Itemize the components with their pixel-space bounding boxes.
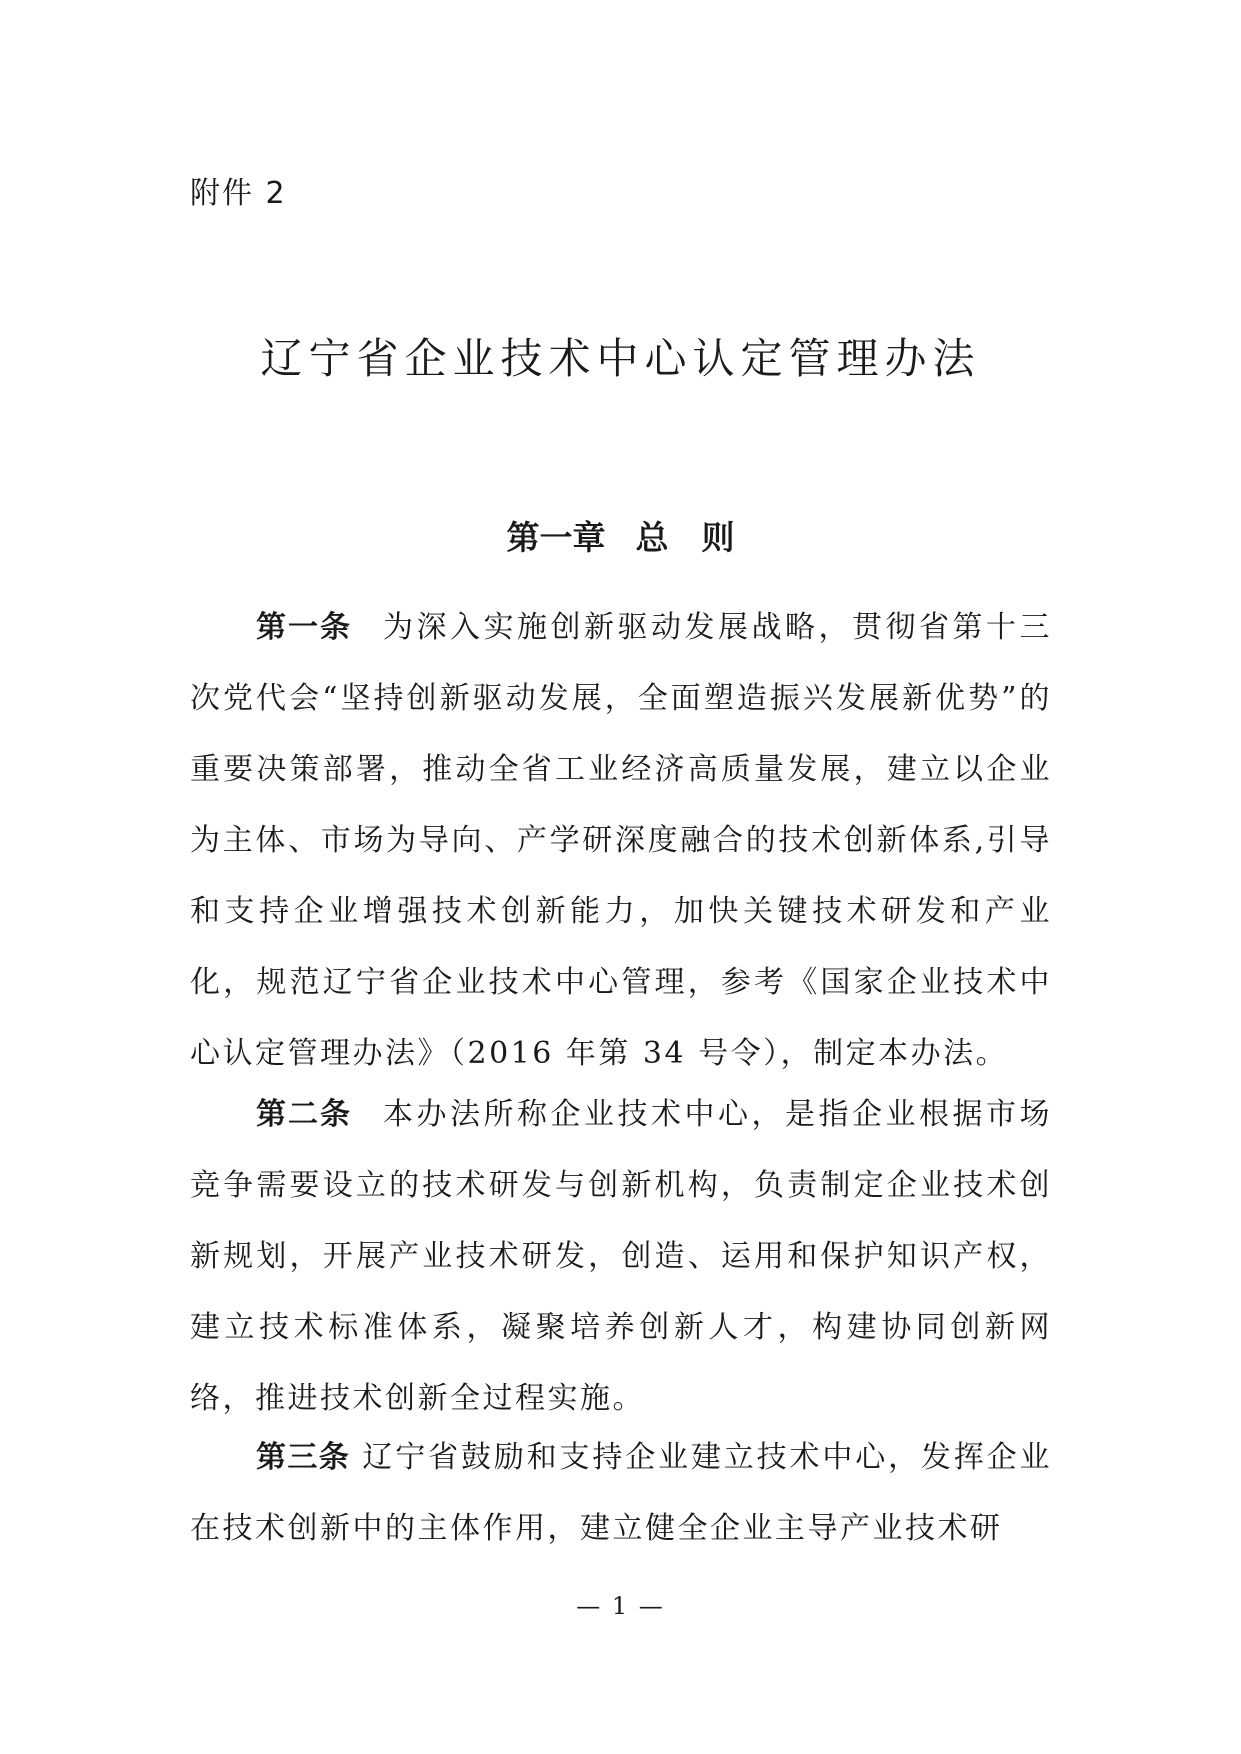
article-label: 第三条 [256,1440,351,1475]
chapter-number: 第一章 [506,518,606,557]
document-title: 辽宁省企业技术中心认定管理办法 [260,334,981,383]
article-label: 第一条 [256,610,352,645]
chapter-heading [0,512,1241,559]
article-text: 本办法所称企业技术中心，是指企业根据市场竞争需要设立的技术研发与创新机构，负责制定企业技术创新规划，开展产业技术研发，创造、运用和保护知识产权，建立技术标准体系，凝聚培养创新人才，构建协同创新网络，推进技术创新全过程实施。 [190,1097,1052,1416]
article-text: 辽宁省鼓励和支持企业建立技术中心，发挥企业在技术创新中的主体作用，建立健全企业主导产业技术研 [190,1440,1052,1546]
article-1 [190,592,1052,1089]
chapter-name: 总 则 [635,518,735,557]
article-3 [190,1422,1052,1564]
article-2 [190,1079,1052,1434]
page-number: — 1 — [576,1592,665,1620]
article-label: 第二条 [256,1097,352,1132]
attachment-label: 附件 2 [190,176,287,211]
article-text: 为深入实施创新驱动发展战略，贯彻省第十三次党代会“坚持创新驱动发展，全面塑造振兴发展新优势”的重要决策部署，推动全省工业经济高质量发展，建立以企业为主体、市场为导向、产学研深度融合的技术创新体系,引导和支持企业增强技术创新能力，加快关键技术研发和产业化，规范辽宁省企业技术中心管理，参考《国家企业技术中心认定管理办法》（2016 年第 34 号令），制定本办法。 [190,610,1052,1071]
